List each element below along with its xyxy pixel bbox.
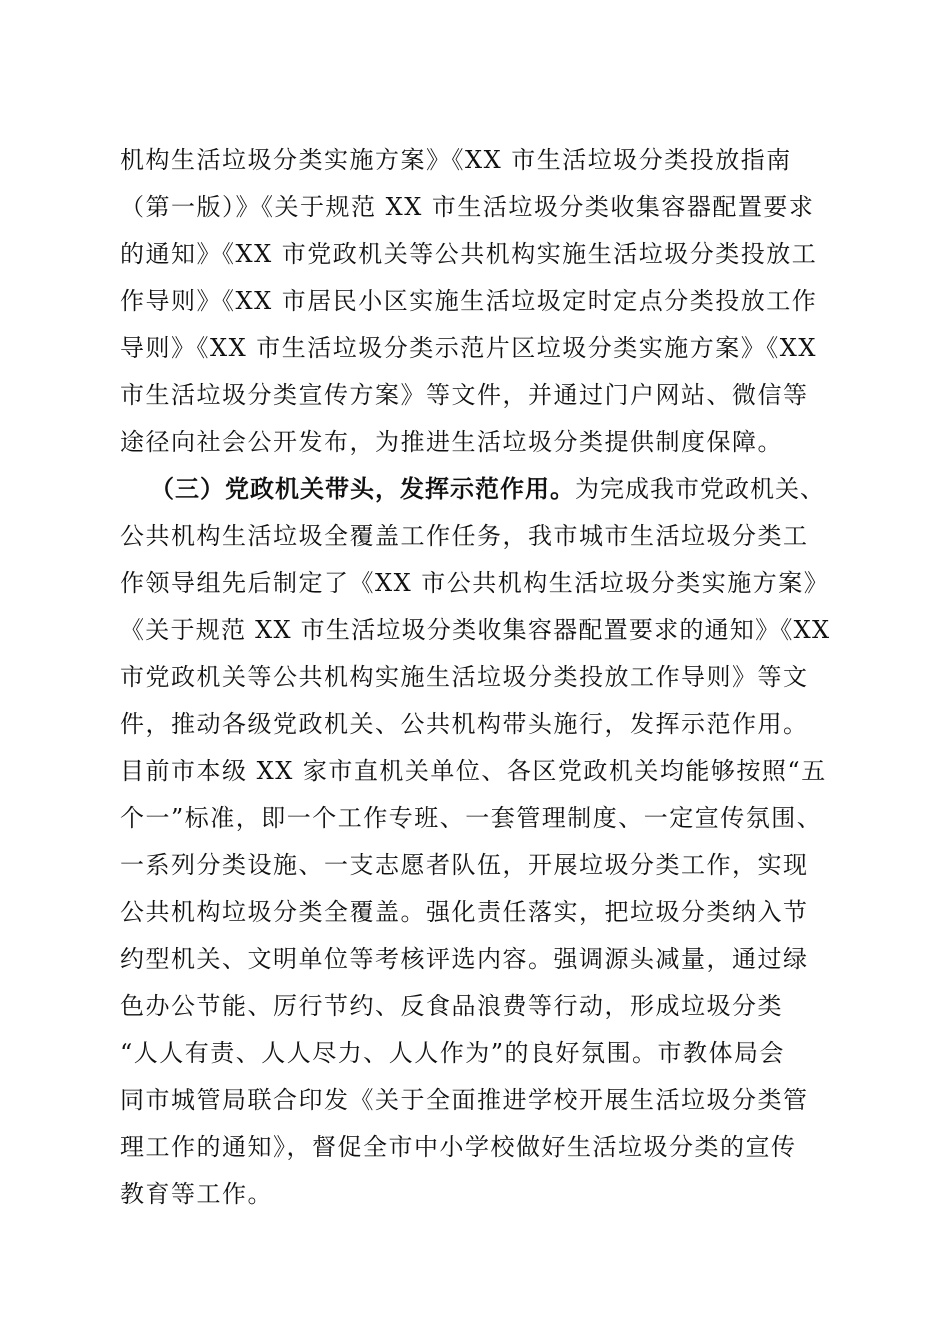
paragraph2-line: 目前市本级 XX 家市直机关单位、各区党政机关均能够按照“五 — [120, 757, 827, 785]
paragraph2-line: 市党政机关等公共机构实施生活垃圾分类投放工作导则》等文 — [120, 663, 809, 691]
paragraph2-line: 公共机构垃圾分类全覆盖。强化责任落实，把垃圾分类纳入节 — [120, 898, 809, 926]
paragraph2-line: “人人有责、人人尽力、人人作为”的良好氛围。市教体局会 — [120, 1039, 786, 1067]
paragraph2-first-line-text: 为完成我市党政机关、 — [575, 475, 825, 503]
paragraph1-line: 的通知》《XX 市党政机关等公共机构实施生活垃圾分类投放工 — [120, 240, 818, 268]
paragraph2-line: 公共机构生活垃圾全覆盖工作任务，我市城市生活垃圾分类工 — [120, 522, 809, 550]
paragraph2-line: 件，推动各级党政机关、公共机构带头施行，发挥示范作用。 — [120, 710, 809, 738]
paragraph2-line: 一系列分类设施、一支志愿者队伍，开展垃圾分类工作，实现 — [120, 851, 809, 879]
paragraph2-line: 约型机关、文明单位等考核评选内容。强调源头减量，通过绿 — [120, 945, 809, 973]
paragraph2-line: 理工作的通知》，督促全市中小学校做好生活垃圾分类的宣传 — [120, 1133, 797, 1161]
paragraph2-line: 色办公节能、厉行节约、反食品浪费等行动，形成垃圾分类 — [120, 992, 783, 1020]
paragraph1-line: 途径向社会公开发布，为推进生活垃圾分类提供制度保障。 — [120, 428, 783, 456]
paragraph1-line: 机构生活垃圾分类实施方案》《XX 市生活垃圾分类投放指南 — [120, 146, 792, 174]
paragraph2-line: 《关于规范 XX 市生活垃圾分类收集容器配置要求的通知》《XX — [120, 616, 831, 644]
paragraph2-line: 个一”标准，即一个工作专班、一套管理制度、一定宣传氛围、 — [120, 804, 823, 832]
paragraph2-first-line — [150, 474, 825, 504]
paragraph1-line: 导则》《XX 市生活垃圾分类示范片区垃圾分类实施方案》《XX — [120, 334, 817, 362]
paragraph1-line: 市生活垃圾分类宣传方案》等文件，并通过门户网站、微信等 — [120, 381, 809, 409]
section-heading: （三）党政机关带头，发挥示范作用。 — [150, 475, 575, 503]
paragraph1-line: （第一版）》《关于规范 XX 市生活垃圾分类收集容器配置要求 — [120, 193, 815, 221]
paragraph2-line: 作领导组先后制定了《XX 市公共机构生活垃圾分类实施方案》 — [120, 569, 830, 597]
paragraph2-line: 同市城管局联合印发《关于全面推进学校开展生活垃圾分类管 — [120, 1086, 809, 1114]
paragraph1-line: 作导则》《XX 市居民小区实施生活垃圾定时定点分类投放工作 — [120, 287, 818, 315]
paragraph2-line: 教育等工作。 — [120, 1180, 273, 1208]
